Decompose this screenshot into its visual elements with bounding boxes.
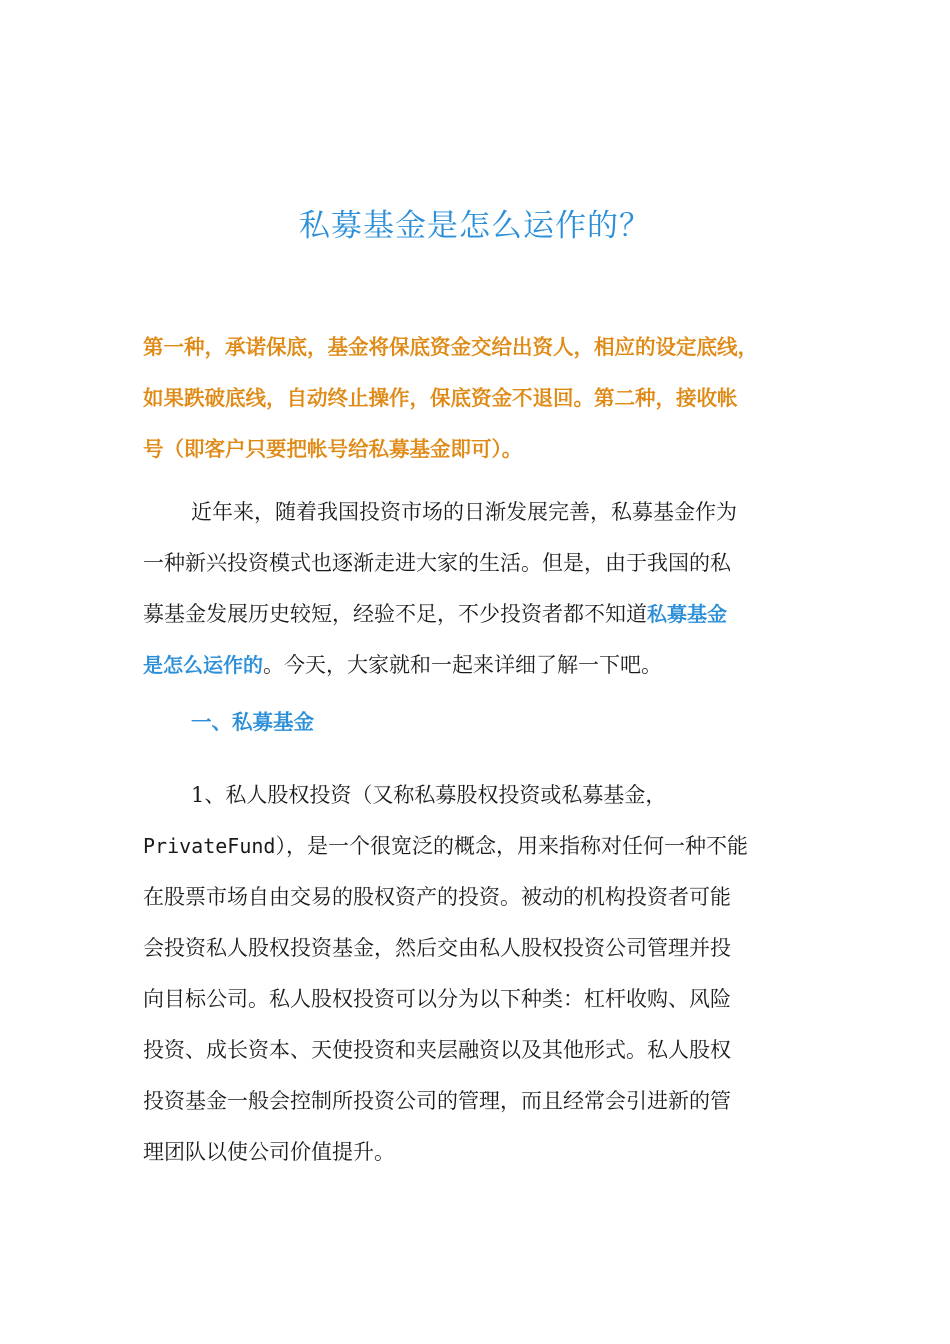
justified-char: 私	[414, 783, 436, 807]
justified-char: 募	[435, 783, 457, 807]
justified-char: 人	[246, 783, 268, 807]
intro-line: 近年来，随着我国投资市场的日渐发展完善，私募基金作为	[191, 500, 737, 524]
justified-char: 称	[393, 783, 415, 807]
private-fund-link-continued[interactable]: 是怎么运作的	[143, 653, 263, 677]
summary-line: 号（即客户只要把帐号给私募基金即可）。	[143, 437, 523, 461]
intro-line: 一种新兴投资模式也逐渐走进大家的生活。但是，由于我国的私	[143, 551, 731, 575]
justified-char: 私	[561, 783, 583, 807]
justified-char: 私	[225, 783, 247, 807]
paragraph-line: 会投资私人股权投资基金，然后交由私人股权投资公司管理并投	[143, 936, 731, 960]
section-heading: 一、私募基金	[191, 710, 314, 734]
justified-char: 权	[477, 783, 499, 807]
paragraph-line: 投资、成长资本、天使投资和夹层融资以及其他形式。私人股权	[143, 1038, 731, 1062]
intro-line	[143, 589, 813, 640]
paragraph-line: 向目标公司。私人股权投资可以分为以下种类：杠杆收购、风险	[143, 987, 731, 1011]
paragraph-line: 理团队以使公司价值提升。	[143, 1140, 395, 1164]
justified-char: 投	[498, 783, 520, 807]
justified-char: 股	[456, 783, 478, 807]
paragraph-text: ），是一个很宽泛的概念，用来指称对任何一种不能	[275, 834, 748, 858]
justified-char: 投	[309, 783, 331, 807]
document-title: 私募基金是怎么运作的？	[299, 208, 651, 244]
justified-char: 基	[603, 783, 625, 807]
latin-term: PrivateFund	[143, 834, 276, 858]
justified-char: 募	[582, 783, 604, 807]
paragraph-first-line	[143, 770, 813, 821]
intro-line	[143, 640, 813, 691]
summary-paragraph	[143, 322, 813, 475]
private-fund-link[interactable]: 私募基金	[647, 602, 727, 626]
justified-char: 、	[204, 783, 226, 807]
summary-line: 如果跌破底线，自动终止操作，保底资金不退回。第二种，接收帐	[143, 386, 738, 410]
justified-char: ，	[645, 783, 667, 807]
justified-char: 金	[624, 783, 646, 807]
justified-char: 权	[288, 783, 310, 807]
intro-paragraph	[143, 487, 813, 691]
justified-char: 股	[267, 783, 289, 807]
paragraph-line: 在股票市场自由交易的股权资产的投资。被动的机构投资者可能	[143, 885, 731, 909]
justified-char: 资	[519, 783, 541, 807]
paragraph-line	[143, 821, 813, 872]
justified-char: 又	[372, 783, 394, 807]
intro-text: 募基金发展历史较短，经验不足，不少投资者都不知道	[143, 602, 647, 626]
paragraph-private-equity	[143, 770, 813, 1178]
justified-char: （	[351, 783, 373, 807]
justified-char: 资	[330, 783, 352, 807]
paragraph-line: 投资基金一般会控制所投资公司的管理，而且经常会引进新的管	[143, 1089, 731, 1113]
justified-char: 或	[540, 783, 562, 807]
justified-char: 1	[191, 783, 205, 807]
intro-text: 。今天，大家就和一起来详细了解一下吧。	[263, 653, 662, 677]
summary-line: 第一种，承诺保底，基金将保底资金交给出资人，相应的设定底线，	[143, 335, 758, 359]
